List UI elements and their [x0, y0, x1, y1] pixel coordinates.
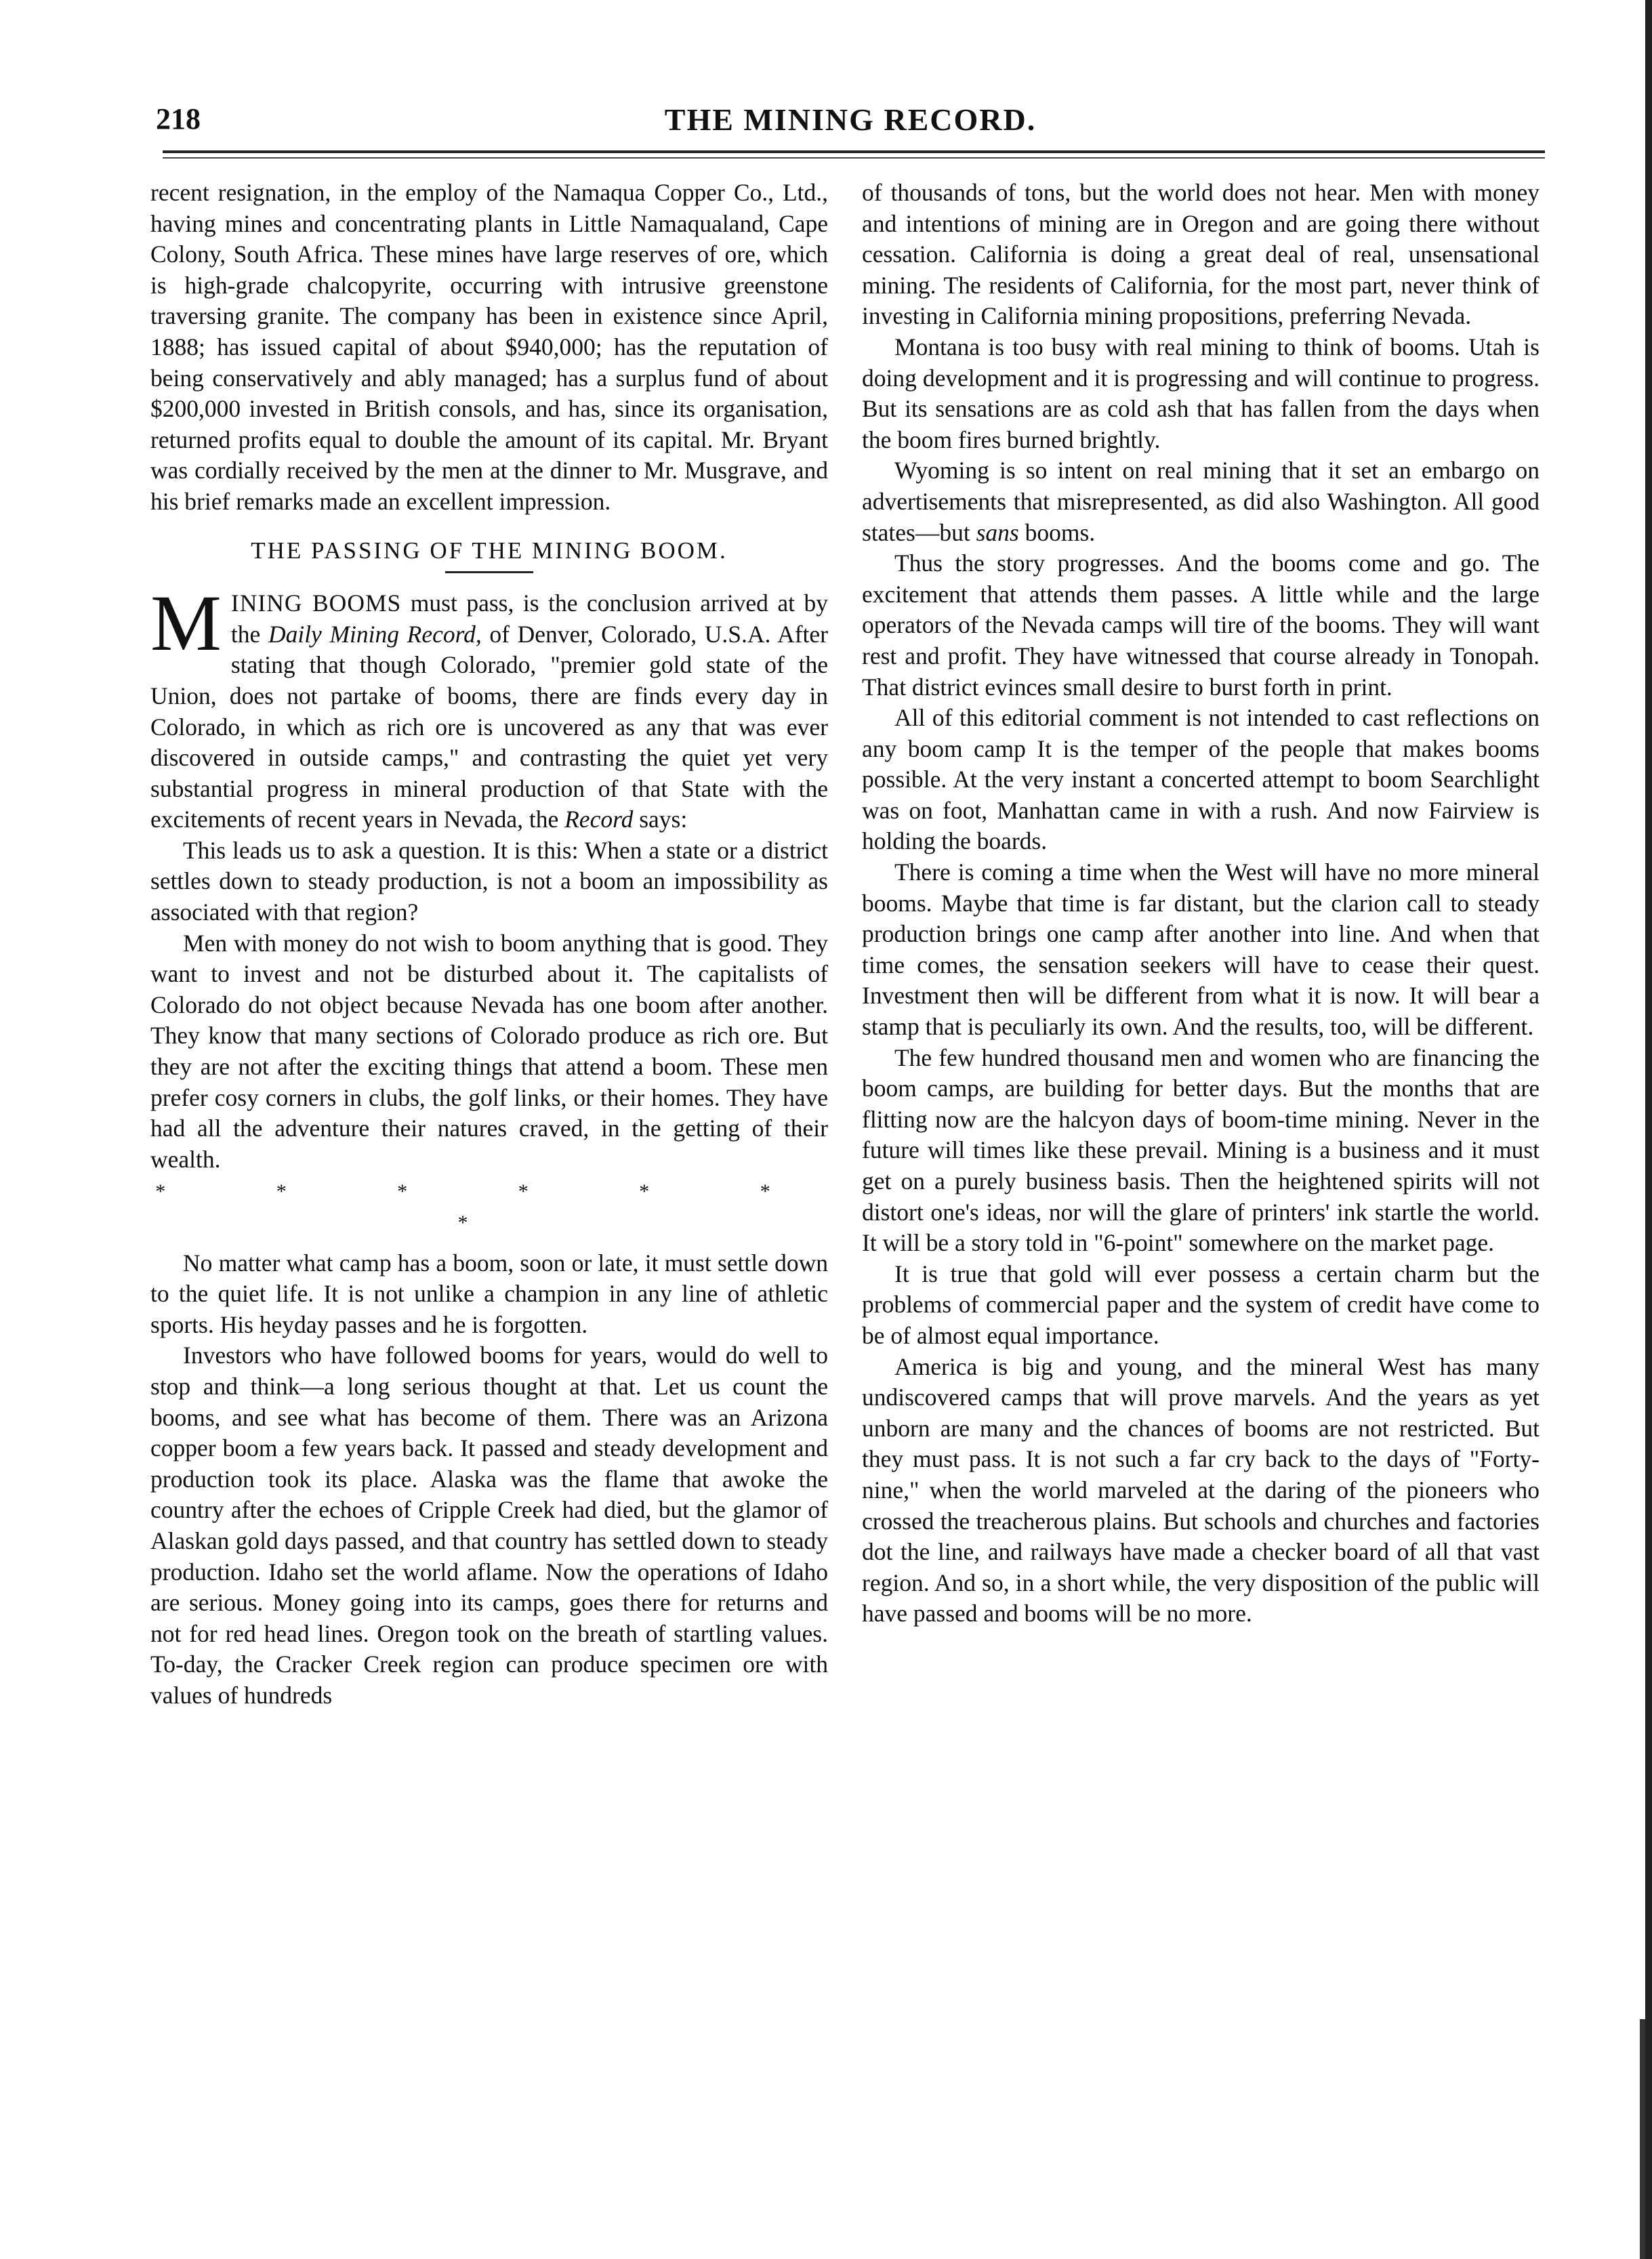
wyoming-text-2: booms. — [1018, 518, 1096, 546]
asterisk-separator: * * * * * * * — [155, 1180, 823, 1234]
lead-record: Record — [564, 806, 634, 833]
paragraph: This leads us to ask a question. It is this: When a state or a district settles down to steady production, is not a boom an impossibility as associated with that region? — [150, 836, 828, 926]
lead-paragraph — [150, 579, 828, 835]
lead-text-1: must pass, is the conclusion arrived at by the — [230, 589, 828, 648]
drop-cap: M — [150, 579, 222, 668]
paragraph: The few hundred thousand men and women who are financing the boom camps, are building for better days. But the months that are flitting now are the halcyon days of boom-time mining. Never in the future will times like these prevail. Mining is a business and it must get on a purely business basis. Then the heightened spirits will not distort one's ideas, nor will the glare of printers' ink startle the world. It will be a story told in "6-point" somewhere on the market page. — [862, 1043, 1540, 1257]
paragraph: Investors who have followed booms for years, would do well to stop and think—a long serious thought at that. Let us count the booms, and see what has become of them. There was an Arizona copper boom a few years back. It passed and steady development and production took its place. Alaska was the flame that awoke the country after the echoes of Cripple Creek had died, but the glamor of Alaskan gold days passed, and that country has settled down to steady production. Idaho set the world aflame. Now the operations of Idaho are serious. Money going into its camps, goes there for returns and not for red head lines. Oregon took on the breath of startling values. To-day, the Cracker Creek region can produce specimen ore with values of hundreds — [150, 1342, 828, 1709]
right-column — [862, 178, 1540, 1630]
paragraph: Montana is too busy with real mining to think of booms. Utah is doing development and it is progressing and will continue to progress. But its sensations are as cold ash that has fallen from the days when the boom fires burned brightly. — [862, 333, 1540, 453]
page-header — [156, 102, 1545, 149]
paragraph: Thus the story progresses. And the booms come and go. The excitement that attends them passes. A little while and the large operators of the Nevada camps will tire of the booms. They will want rest and profit. They have witnessed that course already in Tonopah. That district evinces small desire to burst forth in print. — [862, 550, 1540, 701]
left-column — [150, 178, 828, 1712]
paragraph: All of this editorial comment is not intended to cast reflections on any boom camp It is the temper of the people that makes booms possible. At the very instant a concerted attempt to boom Searchlight was on foot, Manhattan came in with a rush. And now Fairview is holding the boards. — [862, 704, 1540, 855]
lead-source: Daily Mining Record, — [268, 620, 482, 648]
page-number: 218 — [156, 102, 201, 136]
scan-edge-shadow — [1640, 2019, 1645, 2259]
lead-text-2: of Denver, Colorado, U.S.A. After stating that though Colorado, "premier gold state of the Union, does not partake of booms, there are finds every day in Colorado, in which as rich ore is uncovered as any that was ever discovered in outside camps," and contrasting the quiet yet very substantial progress in mineral production of that State with the excitements of recent years in Nevada, the — [150, 620, 828, 833]
running-title: THE MINING RECORD. — [664, 102, 1037, 137]
lead-smallcaps: INING BOOMS — [230, 589, 402, 617]
paragraph: Men with money do not wish to boom anything that is good. They want to invest and not be disturbed about it. The capitalists of Colorado do not object because Nevada has one boom after another. They know that many sections of Colorado produce as rich ore. But they are not after the exciting things that attend a boom. These men prefer cosy corners in clubs, the golf links, or their homes. They have had all the adventure their natures craved, in the getting of their wealth. — [150, 929, 828, 1173]
scan-edge — [1645, 0, 1652, 2259]
paragraph — [862, 455, 1540, 548]
paragraph: No matter what camp has a boom, soon or late, it must settle down to the quiet life. It is not unlike a champion in any line of athletic sports. His heyday passes and he is forgotten. — [150, 1249, 828, 1338]
article-heading: THE PASSING OF THE MINING BOOM. — [251, 537, 728, 564]
heading-rule — [445, 571, 533, 573]
lead-text-3: says: — [633, 806, 688, 833]
paragraph: There is coming a time when the West will have no more mineral booms. Maybe that time is far distant, but the clarion call to steady production brings one camp after another into line. And when that time comes, the sensation seekers will have to cease their quest. Investment then will be different from what it is now. It will bear a stamp that is peculiarly its own. And the results, too, will be different. — [862, 858, 1540, 1041]
intro-paragraph: recent resignation, in the employ of the Namaqua Copper Co., Ltd., having mines and concentrating plants in Little Namaqualand, Cape Colony, South Africa. These mines have large reserves of ore, which is high-grade chalcopyrite, occurring with intrusive greenstone traversing granite. The company has been in existence since April, 1888; has issued capital of about $940,000; has the reputation of being conservatively and ably managed; has a surplus fund of about $200,000 invested in British consols, and has, since its organisation, returned profits equal to double the amount of its capital. Mr. Bryant was cordially received by the men at the dinner to Mr. Musgrave, and his brief remarks made an excellent impression. — [150, 179, 828, 515]
header-rule — [163, 150, 1545, 159]
paragraph: America is big and young, and the mineral West has many undiscovered camps that will prove marvels. And the years as yet unborn are many and the chances of booms are not restricted. But they must pass. It is not such a far cry back to the days of "Forty-nine," when the world marveled at the daring of the pioneers who crossed the treacherous plains. But schools and churches and factories dot the line, and railways have made a checker board of all that vast region. And so, in a short while, the very disposition of the public will have passed and booms will be no more. — [862, 1352, 1540, 1628]
wyoming-text-1: Wyoming is so intent on real mining that it set an embargo on advertisements that misrepresented, as did also Washington. All good states—but — [862, 457, 1540, 546]
paragraph: It is true that gold will ever possess a certain charm but the problems of commercial paper and the system of credit have come to be of almost equal importance. — [862, 1260, 1540, 1349]
sans-italic: sans — [976, 518, 1019, 546]
paragraph: of thousands of tons, but the world does not hear. Men with money and intentions of mining are in Oregon and are going there without cessation. California is doing a great deal of real, unsensational mining. The residents of California, for the most part, never think of investing in California mining propositions, preferring Nevada. — [862, 179, 1540, 330]
